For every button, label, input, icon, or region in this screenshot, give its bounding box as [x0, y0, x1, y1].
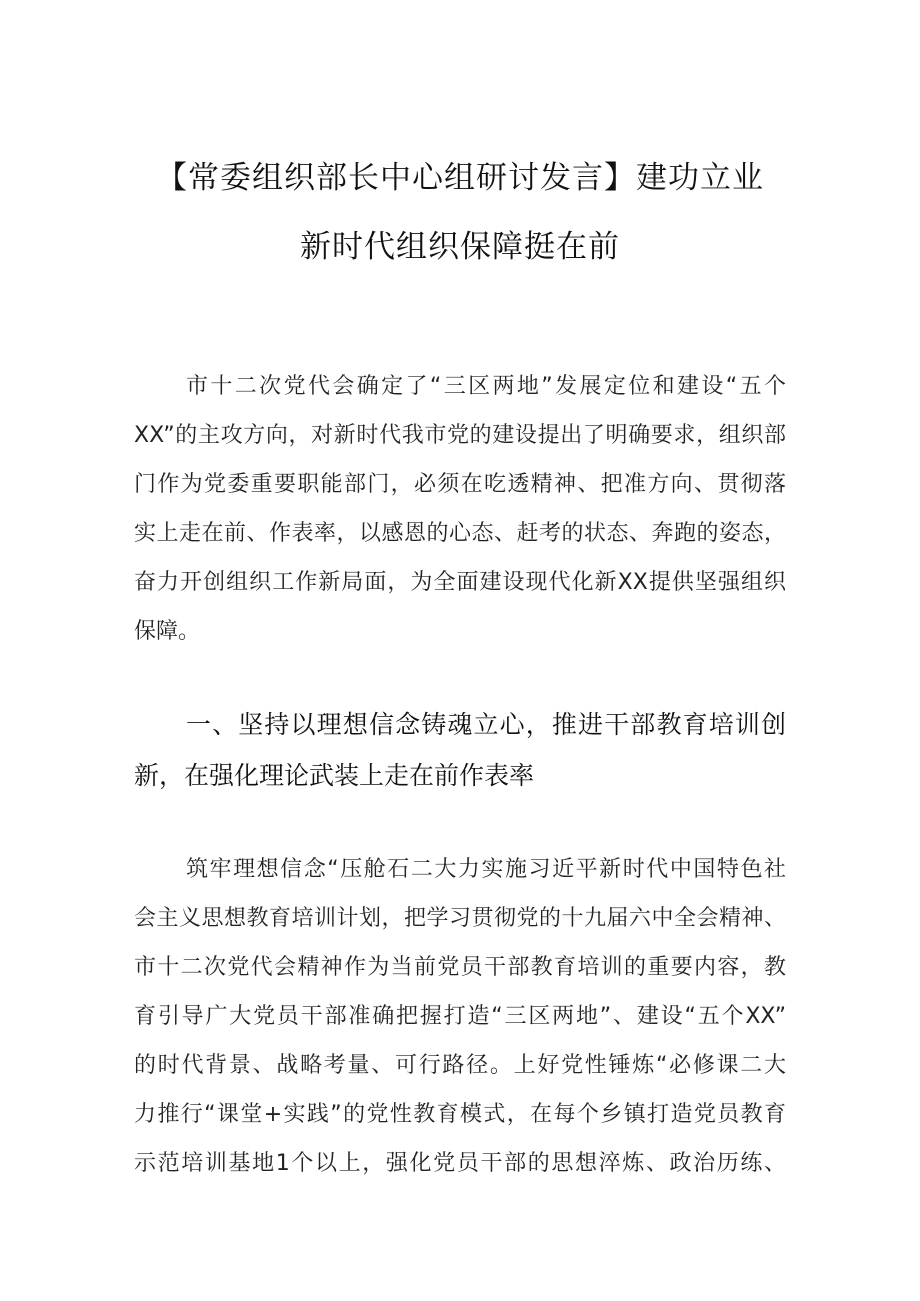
paragraph-line: 会主义思想教育培训计划，把学习贯彻党的十九届六中全会精神、	[134, 906, 786, 931]
document-title-line-2: 新时代组织保障挺在前	[300, 229, 620, 265]
paragraph-line: 实上走在前、作表率，以感恩的心态、赶考的状态、奔跑的姿态，	[134, 521, 786, 546]
paragraph-line: 育引导广大党员干部准确把握打造“三区两地”、建设“五个XX”	[134, 1004, 786, 1029]
paragraph-line: 保障。	[134, 619, 201, 644]
section-heading-line: 新，在强化理论武装上走在前作表率	[134, 761, 535, 790]
paragraph-line: 力推行“课堂+实践”的党性教育模式，在每个乡镇打造党员教育	[134, 1102, 786, 1127]
paragraph-line: XX”的主攻方向，对新时代我市党的建设提出了明确要求，组织部	[134, 423, 786, 448]
section-heading-line: 一、坚持以理想信念铸魂立心，推进干部教育培训创	[186, 710, 786, 739]
paragraph-line: 市十二次党代会确定了“三区两地”发展定位和建设“五个	[186, 374, 786, 399]
paragraph-line: 市十二次党代会精神作为当前党员干部教育培训的重要内容，教	[134, 955, 786, 980]
paragraph-line: 的时代背景、战略考量、可行路径。上好党性锤炼“必修课二大	[134, 1053, 786, 1078]
paragraph-line: 筑牢理想信念“压舱石二大力实施习近平新时代中国特色社	[186, 857, 786, 882]
paragraph-line: 奋力开创组织工作新局面，为全面建设现代化新XX提供坚强组织	[134, 570, 786, 595]
document-title-line-1: 【常委组织部长中心组研讨发言】建功立业	[156, 160, 764, 196]
paragraph-line: 门作为党委重要职能部门，必须在吃透精神、把准方向、贯彻落	[134, 472, 786, 497]
paragraph-line: 示范培训基地1个以上，强化党员干部的思想淬炼、政治历练、	[134, 1151, 786, 1176]
